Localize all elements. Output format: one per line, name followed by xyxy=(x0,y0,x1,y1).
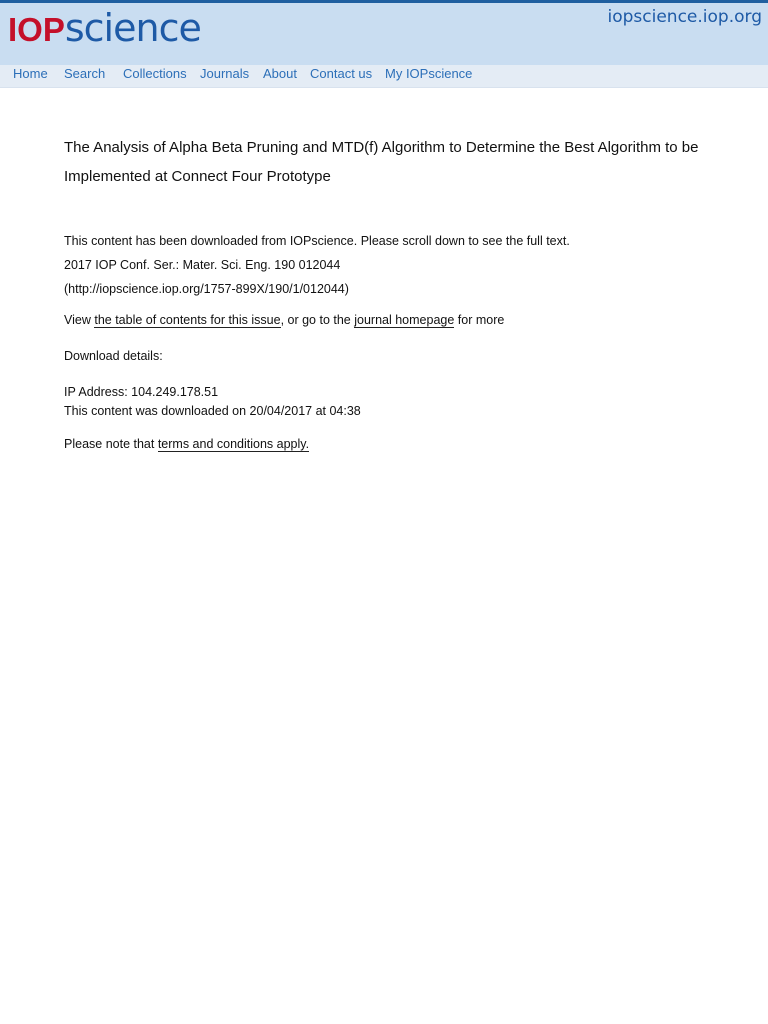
logo-iop-text: IOP xyxy=(8,11,65,48)
view-prefix: View xyxy=(64,313,95,327)
journal-homepage-link[interactable]: journal homepage xyxy=(354,313,455,327)
note-prefix: Please note that xyxy=(64,437,158,451)
article-title-block xyxy=(64,133,714,191)
site-header xyxy=(0,3,768,65)
nav-home[interactable]: Home xyxy=(13,66,48,81)
download-details-label: Download details: xyxy=(64,349,163,363)
terms-note xyxy=(64,436,309,452)
terms-and-conditions-link[interactable]: terms and conditions apply. xyxy=(157,437,310,451)
article-url: (http://iopscience.iop.org/1757-899X/190/1/012044) xyxy=(64,282,349,296)
ip-address: IP Address: 104.249.178.51 xyxy=(64,385,219,399)
main-nav xyxy=(0,65,768,88)
view-line xyxy=(64,312,504,328)
view-middle: , or go to the xyxy=(280,313,355,327)
iopscience-logo[interactable] xyxy=(8,6,201,50)
table-of-contents-link[interactable]: the table of contents for this issue xyxy=(94,313,281,327)
article-title: The Analysis of Alpha Beta Pruning and MTD(f) Algorithm to Determine the Best Algorithm to be Implemented at Connect Four Prototype xyxy=(64,139,699,185)
view-suffix: for more xyxy=(454,313,505,327)
nav-search[interactable]: Search xyxy=(64,66,106,81)
nav-journals[interactable]: Journals xyxy=(200,66,250,81)
nav-about[interactable]: About xyxy=(263,66,297,81)
site-url-link[interactable]: iopscience.iop.org xyxy=(607,7,762,27)
citation: 2017 IOP Conf. Ser.: Mater. Sci. Eng. 190 012044 xyxy=(64,258,341,272)
nav-contact-us[interactable]: Contact us xyxy=(310,66,373,81)
logo-science-text: science xyxy=(64,6,201,50)
nav-collections[interactable]: Collections xyxy=(123,66,187,81)
nav-my-iopscience[interactable]: My IOPscience xyxy=(385,66,473,81)
downloaded-on: This content was downloaded on 20/04/2017 at 04:38 xyxy=(64,404,361,418)
download-notice: This content has been downloaded from IOPscience. Please scroll down to see the full text. xyxy=(64,234,570,248)
